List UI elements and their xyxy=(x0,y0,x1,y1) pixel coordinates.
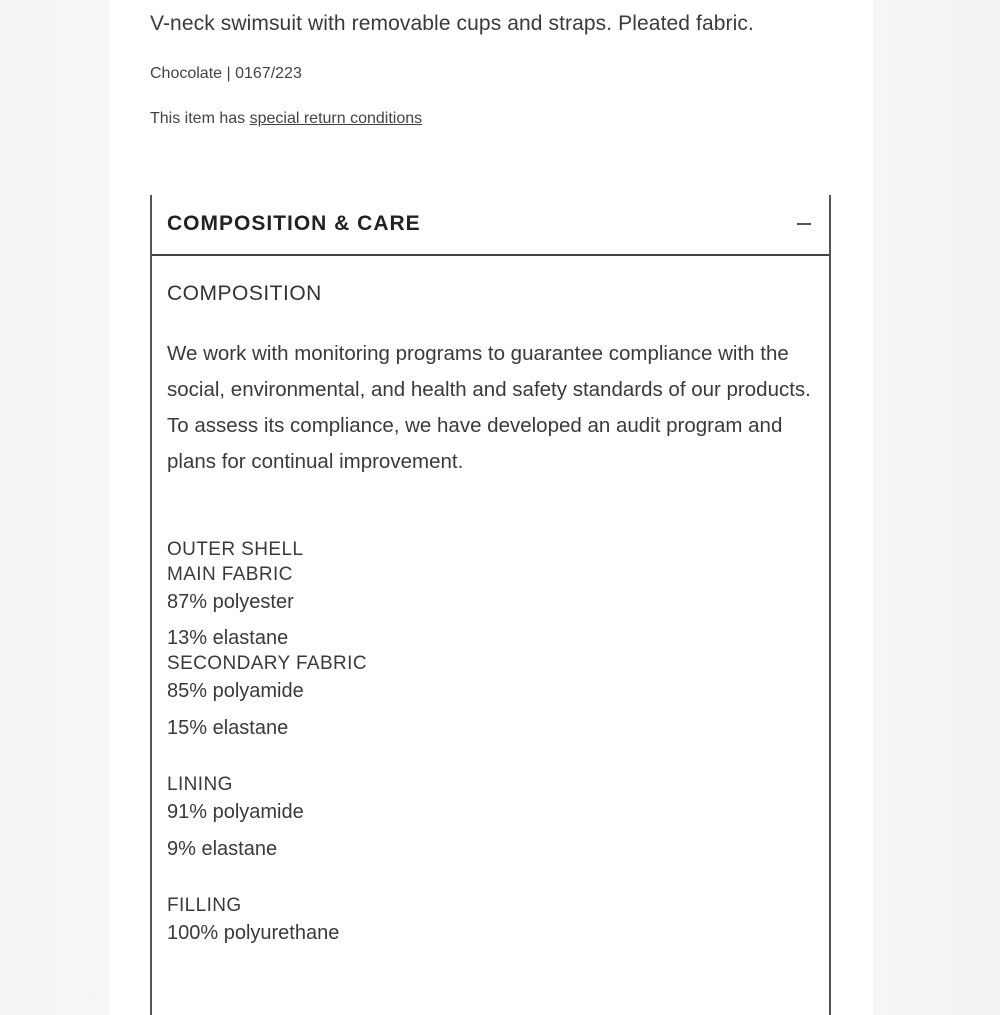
outer-shell-label: OUTER SHELL xyxy=(167,539,304,560)
secondary-fabric-label: SECONDARY FABRIC xyxy=(167,653,367,674)
return-conditions-note xyxy=(150,110,422,128)
product-color-reference xyxy=(150,65,302,83)
main-fabric-item: 13% elastane xyxy=(167,627,289,649)
filling-label: FILLING xyxy=(167,895,242,916)
compliance-paragraph: We work with monitoring programs to guarantee compliance with the social, environmental, and health and safety standards of our products. To assess its compliance, we have developed an audit program and plans for continual improvement. xyxy=(167,342,811,473)
composition-care-header[interactable] xyxy=(152,195,829,256)
composition-care-accordion xyxy=(150,195,831,1015)
lining-label: LINING xyxy=(167,774,233,795)
meta-separator: | xyxy=(226,65,231,82)
lining-item: 9% elastane xyxy=(167,838,278,860)
main-fabric-item: 87% polyester xyxy=(167,591,294,613)
main-fabric-label: MAIN FABRIC xyxy=(167,564,293,585)
accordion-title: COMPOSITION & CARE xyxy=(167,212,421,235)
product-description: V-neck swimsuit with removable cups and straps. Pleated fabric. xyxy=(150,12,754,35)
lining-item: 91% polyamide xyxy=(167,801,304,823)
secondary-fabric-item: 15% elastane xyxy=(167,717,289,739)
product-reference: 0167/223 xyxy=(235,65,302,82)
minus-icon[interactable] xyxy=(797,223,811,225)
filling-item: 100% polyurethane xyxy=(167,922,340,944)
return-conditions-prefix: This item has xyxy=(150,110,246,127)
special-return-conditions-link[interactable]: special return conditions xyxy=(249,110,423,127)
composition-heading: COMPOSITION xyxy=(167,282,322,305)
secondary-fabric-item: 85% polyamide xyxy=(167,680,304,702)
product-color: Chocolate xyxy=(150,65,223,82)
